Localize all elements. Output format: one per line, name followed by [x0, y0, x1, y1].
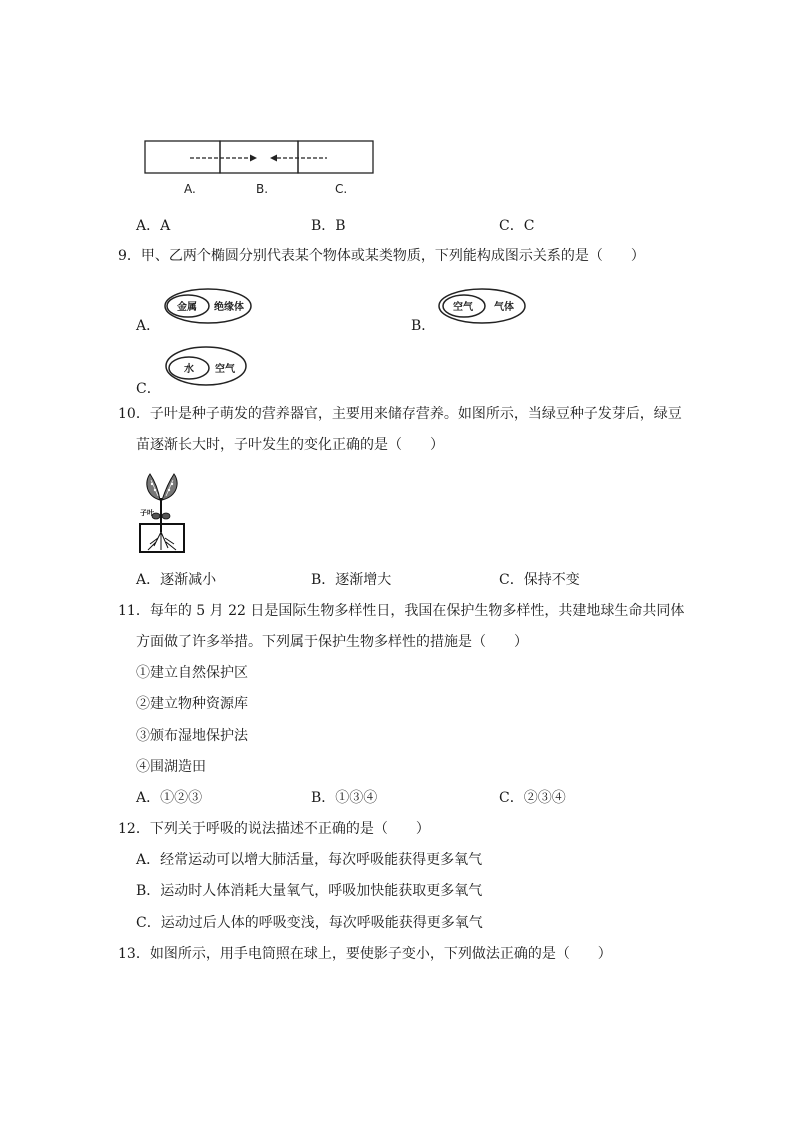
q9-option-a-diagram[interactable] — [162, 286, 254, 326]
q10-option-b[interactable]: B．逐渐增大 — [311, 572, 392, 588]
q9-option-b-marker[interactable]: B． — [411, 318, 436, 334]
q8-figure — [140, 138, 380, 200]
q10-cotyledon-label: 子叶 — [140, 509, 154, 517]
q9-question: 9．甲、乙两个椭圆分别代表某个物体或某类物质，下列能构成图示关系的是（ ） — [118, 248, 645, 264]
q11-question-line2: 方面做了许多举措。下列属于保护生物多样性的措施是（ ） — [136, 634, 528, 650]
q9-b-inner-label: 空气 — [453, 302, 473, 313]
q13-question: 13．如图所示，用手电筒照在球上，要使影子变小，下列做法正确的是（ ） — [118, 946, 612, 962]
q12-option-b[interactable]: B．运动时人体消耗大量氧气，呼吸加快能获取更多氧气 — [136, 883, 483, 899]
roots-shape — [148, 532, 176, 550]
leaf-shape — [147, 474, 160, 500]
q8-label-b: B. — [256, 182, 269, 196]
cotyledon-shape — [162, 513, 170, 519]
q12-option-c[interactable]: C．运动过后人体的呼吸变浅，每次呼吸能获得更多氧气 — [136, 915, 483, 931]
q12-option-a[interactable]: A．经常运动可以增大肺活量，每次呼吸能获得更多氧气 — [136, 852, 483, 868]
q9-option-a-marker[interactable]: A． — [136, 318, 161, 334]
q8-box-c — [298, 141, 373, 173]
arrow-left-icon — [270, 155, 277, 162]
q10-question-line2: 苗逐渐长大时，子叶发生的变化正确的是（ ） — [136, 437, 444, 453]
q8-option-c[interactable]: C．C — [499, 218, 535, 234]
q8-label-a: A. — [184, 182, 196, 196]
q9-option-b-diagram[interactable] — [436, 286, 528, 326]
q10-option-c[interactable]: C．保持不变 — [499, 572, 580, 588]
q9-b-outer-label: 气体 — [494, 302, 514, 313]
q9-option-c-marker[interactable]: C． — [136, 381, 161, 397]
q11-question-line1: 11．每年的 5 月 22 日是国际生物多样性日，我国在保护生物多样性，共建地球生命共同体 — [118, 603, 685, 619]
q11-option-a[interactable]: A．①②③ — [136, 790, 203, 806]
q10-seedling-figure — [138, 470, 186, 554]
q11-item-3: ③颁布湿地保护法 — [136, 728, 248, 744]
q9-c-inner-label: 水 — [184, 364, 194, 375]
q8-option-b[interactable]: B．B — [311, 218, 346, 234]
q8-option-a[interactable]: A．A — [136, 218, 171, 234]
q11-item-1: ①建立自然保护区 — [136, 665, 248, 681]
q10-question-line1: 10．子叶是种子萌发的营养器官，主要用来储存营养。如图所示，当绿豆种子发芽后，绿豆 — [118, 406, 682, 422]
q8-box-a — [145, 141, 220, 173]
q11-option-c[interactable]: C．②③④ — [499, 790, 566, 806]
q9-a-inner-label: 金属 — [177, 302, 197, 313]
q8-label-c: C. — [335, 182, 348, 196]
q11-item-4: ④围湖造田 — [136, 759, 206, 775]
q8-box-b — [220, 141, 298, 173]
q9-a-outer-label: 绝缘体 — [214, 302, 244, 313]
arrow-right-icon — [250, 155, 257, 162]
q11-option-b[interactable]: B．①③④ — [311, 790, 378, 806]
q9-c-outer-label: 空气 — [215, 364, 235, 375]
q11-item-2: ②建立物种资源库 — [136, 696, 248, 712]
q12-question: 12．下列关于呼吸的说法描述不正确的是（ ） — [118, 821, 430, 837]
q10-option-a[interactable]: A．逐渐减小 — [136, 572, 217, 588]
q9-option-c-diagram[interactable] — [162, 344, 248, 388]
